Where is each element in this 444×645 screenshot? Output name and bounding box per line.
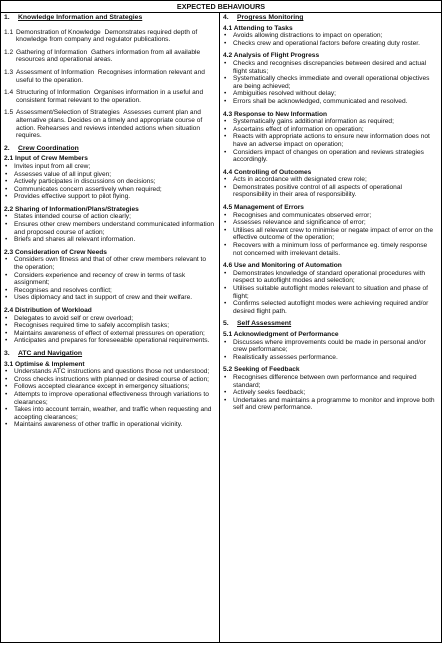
columns — [1, 13, 441, 643]
paragraph-heading: Gathering of Information — [16, 48, 88, 56]
paragraph-number: 1.3 — [4, 68, 14, 76]
subsection-heading: 2.4 Distribution of Workload — [4, 307, 92, 314]
bullet-list — [4, 256, 216, 302]
list-item: • Maintains awareness of other traffic in operational vicinity. — [4, 421, 216, 429]
subsection-4-3 — [223, 111, 438, 164]
list-item: • Systematically gains additional information as required; — [223, 118, 438, 126]
subsection-4-6 — [223, 262, 438, 315]
subsection-heading: 4.6 Use and Monitoring of Automation — [223, 262, 342, 270]
subsection-5-2 — [223, 366, 438, 412]
subsection-2-4 — [4, 307, 216, 345]
paragraph-heading: Assessment/Selection of Strategies — [16, 109, 120, 117]
list-item: • Considers impact of changes on operation and reviews strategies accordingly. — [223, 149, 438, 164]
subsection-heading: 5.2 Seeking of Feedback — [223, 366, 300, 374]
list-item: • Checks crew and operational factors before creating duty roster. — [223, 40, 438, 48]
list-item: • Ascertains effect of information on operation; — [223, 126, 438, 134]
paragraph-number: 1.5 — [4, 109, 14, 117]
list-item: • Demonstrates positive control of all aspects of operational responsibility in their area of responsibility. — [223, 184, 438, 199]
section-3-title: ATC and Navigation — [18, 349, 83, 357]
list-item: • Considers own fitness and that of other crew members relevant to the operation; — [4, 256, 216, 271]
paragraph-1-3 — [4, 69, 216, 84]
section-1-number: 1. — [4, 14, 10, 21]
list-item: • Actively seeks feedback; — [223, 389, 438, 397]
subsection-heading: 5.1 Acknowledgment of Performance — [223, 330, 339, 338]
list-item: • Assesses relevance and significance of error; — [223, 219, 438, 227]
subsection-5-1 — [223, 331, 438, 361]
paragraph-heading: Structuring of Information — [16, 89, 91, 97]
list-item: • Communicates concern assertively when required; — [4, 186, 216, 194]
bullet-list — [4, 315, 216, 345]
list-item: • Recognises and resolves conflict; — [4, 287, 216, 295]
section-2-number: 2. — [4, 144, 10, 152]
subsection-heading: 2.3 Consideration of Crew Needs — [4, 248, 107, 256]
bullet-list — [223, 212, 438, 258]
list-item: • Ensures other crew members understand communicated information and proposed course of action; — [4, 221, 216, 236]
subsection-4-4 — [223, 169, 438, 199]
paragraph-text: Assesses current plan and alternative plans. Decides on a timely and appropriate course of action. Rehearses and reviews intended actions when situation requires. — [16, 109, 203, 140]
list-item: • Discusses where improvements could be made in personal and/or crew performance; — [223, 339, 438, 354]
list-item: • Actively participates in discussions on decisions; — [4, 178, 216, 186]
paragraph-text: Demonstrates required depth of knowledge from company and regulator publications. — [16, 28, 198, 44]
list-item: • Invites input from all crew; — [4, 163, 216, 171]
paragraph-1-2 — [4, 49, 216, 64]
list-item: • States intended course of action clearly; — [4, 213, 216, 221]
paragraph-text: Gathers information from all available resources and operational areas. — [16, 48, 201, 64]
list-item: • Recovers with a minimum loss of performance eg. timely response not concerned with irrelevant details. — [223, 242, 438, 257]
list-item: • Avoids allowing distractions to impact on operation; — [223, 32, 438, 40]
list-item: • Acts in accordance with designated crew role; — [223, 176, 438, 184]
list-item: • Considers experience and recency of crew in terms of task assignment; — [4, 272, 216, 287]
list-item: • Follows accepted clearance except in emergency situations; — [4, 383, 216, 391]
section-5-title: Self Assessment — [237, 320, 292, 328]
left-column — [1, 13, 220, 643]
paragraph-heading: Demonstration of Knowledge — [16, 28, 101, 36]
subsection-heading: 2.1 Input of Crew Members — [4, 155, 88, 163]
list-item: • Ambiguities resolved without delay; — [223, 90, 438, 98]
subsection-4-1 — [223, 25, 438, 48]
subsection-2-1 — [4, 155, 216, 201]
bullet-list — [223, 176, 438, 199]
list-item: • Recognises and communicates observed error; — [223, 212, 438, 220]
list-item: • Utilises suitable autoflight modes relevant to situation and phase of flight; — [223, 285, 438, 300]
bullet-list — [223, 60, 438, 106]
bullet-list — [4, 163, 216, 201]
bullet-list — [223, 118, 438, 164]
subsection-heading: 4.5 Management of Errors — [223, 204, 304, 212]
subsection-heading: 4.3 Response to New Information — [223, 110, 328, 118]
subsection-heading: 4.2 Analysis of Flight Progress — [223, 52, 320, 60]
list-item: • Uses diplomacy and tact in support of crew and their welfare. — [4, 294, 216, 302]
right-column — [220, 13, 441, 643]
list-item: • Undertakes and maintains a programme to monitor and improve both self and crew performance. — [223, 397, 438, 412]
list-item: • Systematically checks immediate and overall operational objectives are being achieved; — [223, 75, 438, 90]
section-3-heading — [4, 350, 216, 358]
list-item: • Anticipates and prepares for foreseeable operational requirements. — [4, 337, 216, 345]
list-item: • Maintains awareness of effect of external pressures on operation; — [4, 330, 216, 338]
section-1-title: Knowledge Information and Strategies — [18, 14, 143, 21]
list-item: • Reacts with appropriate actions to ensure new information does not have an adverse impact on operation; — [223, 133, 438, 148]
subsection-2-3 — [4, 249, 216, 302]
list-item: • Checks and recognises discrepancies between desired and actual flight status; — [223, 60, 438, 75]
list-item: • Briefs and shares all relevant information. — [4, 236, 216, 244]
document-title: EXPECTED BEHAVIOURS — [1, 1, 441, 13]
section-2-title: Crew Coordination — [18, 144, 79, 152]
subsection-heading: 4.1 Attending to Tasks — [223, 24, 293, 32]
subsection-3-1 — [4, 361, 216, 429]
section-1-heading — [4, 14, 216, 22]
paragraph-number: 1.2 — [4, 48, 14, 56]
list-item: • Utilises all relevant crew to minimise or negate impact of error on the effective outcome of the operation; — [223, 227, 438, 242]
section-5-number: 5. — [223, 320, 229, 328]
paragraph-heading: Assessment of Information — [16, 68, 95, 76]
list-item: • Recognises difference between own performance and required standard; — [223, 374, 438, 389]
list-item: • Provides effective support to pilot flying. — [4, 193, 216, 201]
paragraph-number: 1.1 — [4, 28, 14, 36]
paragraph-1-5 — [4, 109, 216, 139]
section-2-heading — [4, 145, 216, 153]
bullet-list — [223, 339, 438, 362]
list-item: • Demonstrates knowledge of standard operational procedures with respect to autoflight modes and selection; — [223, 270, 438, 285]
list-item: • Confirms selected autoflight modes were achieving required and/or desired flight path. — [223, 300, 438, 315]
bullet-list — [4, 368, 216, 429]
list-item: • Understands ATC instructions and questions those not understood; — [4, 368, 216, 376]
section-4-title: Progress Monitoring — [237, 14, 304, 21]
bullet-list — [223, 270, 438, 316]
subsection-heading: 2.2 Sharing of Information/Plans/Strategies — [4, 205, 139, 213]
list-item: • Attempts to improve operational effectiveness through variations to clearances; — [4, 391, 216, 406]
bullet-list — [4, 213, 216, 243]
section-4-number: 4. — [223, 14, 229, 21]
subsection-heading: 4.4 Controlling of Outcomes — [223, 168, 312, 176]
paragraph-number: 1.4 — [4, 89, 14, 97]
list-item: • Cross checks instructions with planned or desired course of action; — [4, 376, 216, 384]
paragraph-text: Recognises information relevant and useful to the operation. — [16, 68, 205, 84]
paragraph-1-1 — [4, 29, 216, 44]
section-4-heading — [223, 14, 438, 22]
list-item: • Takes into account terrain, weather, and traffic when requesting and accepting clearances; — [4, 406, 216, 421]
subsection-heading: 3.1 Optimise & Implement — [4, 360, 85, 368]
bullet-list — [223, 32, 438, 47]
subsection-2-2 — [4, 206, 216, 244]
list-item: • Delegates to avoid self or crew overload; — [4, 315, 216, 323]
list-item: • Errors shall be acknowledged, communicated and resolved. — [223, 98, 438, 106]
paragraph-text: Organises information in a useful and consistent format relevant to the operation. — [16, 89, 204, 104]
subsection-4-5 — [223, 204, 438, 257]
paragraph-1-4 — [4, 89, 216, 104]
list-item: • Assesses value of all input given; — [4, 171, 216, 179]
subsection-4-2 — [223, 52, 438, 105]
list-item: • Realistically assesses performance. — [223, 354, 438, 362]
section-5-heading — [223, 320, 438, 328]
section-3-number: 3. — [4, 349, 10, 357]
bullet-list — [223, 374, 438, 412]
list-item: • Recognises required time to safely accomplish tasks; — [4, 322, 216, 330]
